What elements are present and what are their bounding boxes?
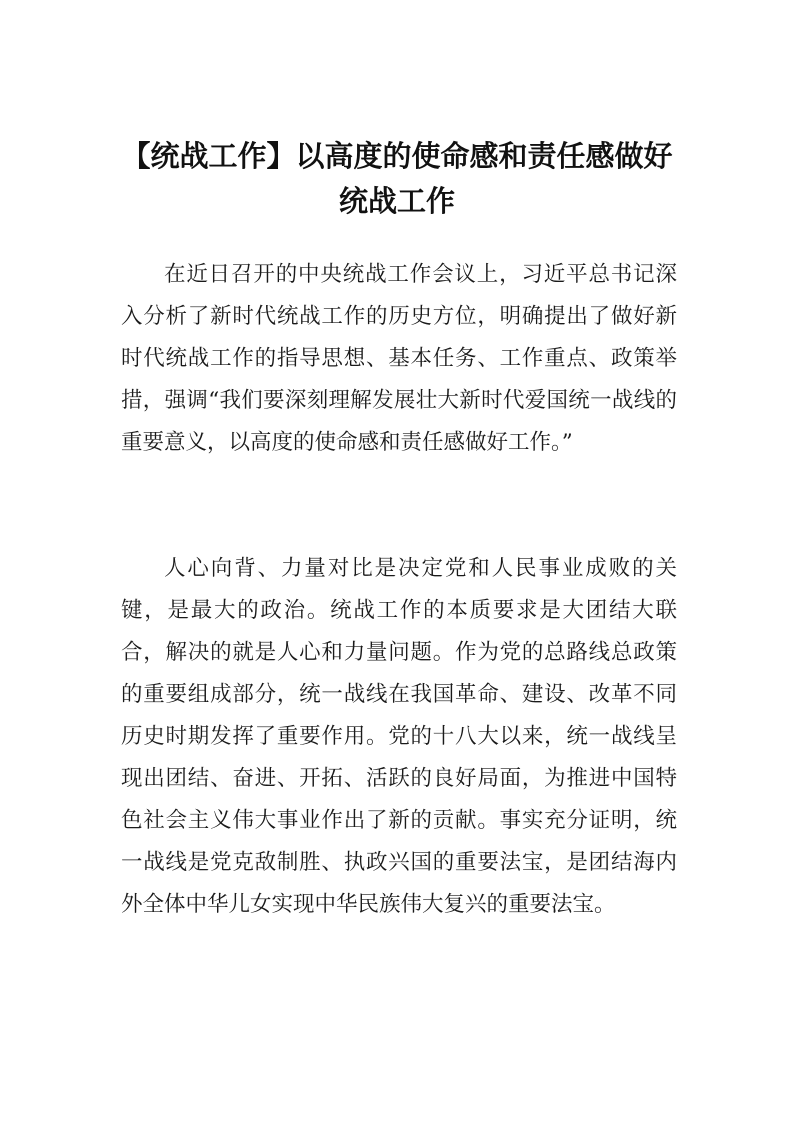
paragraph-2: 人心向背、力量对比是决定党和人民事业成败的关键，是最大的政治。统战工作的本质要求是大团结大联合，解决的就是人心和力量问题。作为党的总路线总政策的重要组成部分，统一战线在我国革命、建设、改革不同历史时期发挥了重要作用。党的十八大以来，统一战线呈现出团结、奋进、开拓、活跃的良好局面，为推进中国特色社会主义伟大事业作出了新的贡献。事实充分证明，统一战线是党克敌制胜、执政兴国的重要法宝，是团结海内外全体中华儿女实现中华民族伟大复兴的重要法宝。 [121,556,677,917]
document-title: 【统战工作】以高度的使命感和责任感做好统战工作 [121,139,673,218]
paragraph-1: 在近日召开的中央统战工作会议上，习近平总书记深入分析了新时代统战工作的历史方位，明确提出了做好新时代统战工作的指导思想、基本任务、工作重点、政策举措，强调“我们要深刻理解发展壮大新时代爱国统一战线的重要意义，以高度的使命感和责任感做好工作。” [121,262,677,455]
